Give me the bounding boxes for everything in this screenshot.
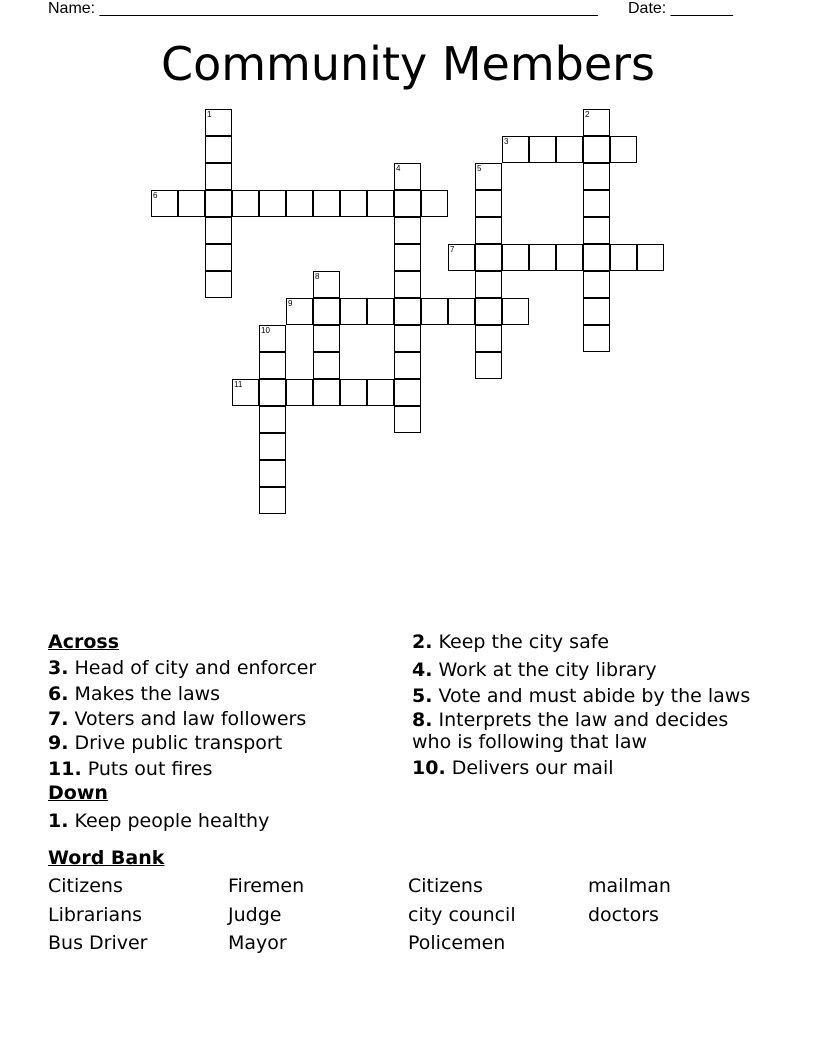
grid-cell[interactable]	[259, 352, 286, 379]
word-bank-item: Mayor	[228, 932, 287, 954]
grid-cell[interactable]	[583, 298, 610, 325]
grid-cell[interactable]	[340, 190, 367, 217]
grid-cell[interactable]	[475, 325, 502, 352]
grid-cell[interactable]	[610, 244, 637, 271]
date-field[interactable]: Date: _______	[628, 0, 733, 17]
clues-left	[48, 631, 388, 832]
grid-cell[interactable]	[394, 325, 421, 352]
grid-cell[interactable]	[583, 190, 610, 217]
cell-number-7: 7	[450, 245, 455, 254]
grid-cell[interactable]	[286, 190, 313, 217]
grid-cell[interactable]	[637, 244, 664, 271]
page-title: Community Members	[160, 37, 656, 91]
word-bank-item: Firemen	[228, 875, 305, 897]
grid-cell[interactable]	[583, 271, 610, 298]
grid-cell[interactable]	[421, 190, 448, 217]
grid-cell[interactable]	[583, 163, 610, 190]
grid-cell[interactable]	[475, 244, 502, 271]
grid-cell[interactable]	[286, 379, 313, 406]
cell-number-11: 11	[234, 380, 243, 389]
cell-number-8: 8	[315, 272, 320, 281]
word-bank-item: Citizens	[408, 875, 483, 897]
grid-cell[interactable]	[313, 190, 340, 217]
grid-cell[interactable]	[583, 325, 610, 352]
grid-cell[interactable]	[205, 271, 232, 298]
grid-cell[interactable]	[205, 136, 232, 163]
down-clue-2: 2. Keep the city safe	[412, 631, 610, 653]
grid-cell[interactable]	[475, 190, 502, 217]
grid-cell[interactable]	[340, 298, 367, 325]
cell-number-5: 5	[477, 164, 482, 173]
grid-cell[interactable]	[529, 244, 556, 271]
grid-cell[interactable]	[232, 190, 259, 217]
grid-cell[interactable]	[259, 433, 286, 460]
grid-cell[interactable]	[394, 244, 421, 271]
down-clue-8: 8. Interprets the law and decides who is following that law	[412, 709, 729, 753]
cell-number-1: 1	[207, 110, 212, 119]
grid-cell[interactable]	[556, 136, 583, 163]
grid-cell[interactable]	[475, 298, 502, 325]
cell-number-3: 3	[504, 137, 509, 146]
grid-cell[interactable]	[367, 298, 394, 325]
word-bank-item: mailman	[588, 875, 671, 897]
grid-cell[interactable]	[340, 379, 367, 406]
down-clue-5: 5. Vote and must abide by the laws	[412, 685, 751, 707]
across-clue-7: 7. Voters and law followers	[48, 708, 307, 730]
grid-cell[interactable]	[313, 298, 340, 325]
grid-cell[interactable]	[394, 352, 421, 379]
across-clue-9: 9. Drive public transport	[48, 732, 283, 754]
grid-cell[interactable]	[313, 379, 340, 406]
grid-cell[interactable]	[394, 190, 421, 217]
grid-cell[interactable]	[259, 190, 286, 217]
grid-cell[interactable]	[502, 244, 529, 271]
grid-cell[interactable]	[205, 244, 232, 271]
word-bank-item: Judge	[228, 904, 282, 926]
grid-cell[interactable]	[394, 298, 421, 325]
grid-cell[interactable]	[475, 352, 502, 379]
grid-cell[interactable]	[421, 298, 448, 325]
grid-cell[interactable]	[475, 217, 502, 244]
grid-cell[interactable]	[259, 406, 286, 433]
across-clue-6: 6. Makes the laws	[48, 683, 221, 705]
cell-number-6: 6	[153, 191, 158, 200]
down-heading: Down	[48, 782, 108, 804]
grid-cell[interactable]	[259, 379, 286, 406]
name-field[interactable]: Name: ________________________________________________________	[48, 0, 598, 17]
word-bank-item: Citizens	[48, 875, 123, 897]
grid-cell[interactable]	[448, 298, 475, 325]
grid-cell[interactable]	[529, 136, 556, 163]
grid-cell[interactable]	[556, 244, 583, 271]
grid-cell[interactable]	[475, 271, 502, 298]
cell-number-10: 10	[261, 326, 270, 335]
cell-number-4: 4	[396, 164, 401, 173]
grid-cell[interactable]	[367, 190, 394, 217]
word-bank-item: city council	[408, 904, 516, 926]
cell-number-9: 9	[288, 299, 293, 308]
word-bank-item: doctors	[588, 904, 659, 926]
grid-cell[interactable]	[394, 406, 421, 433]
grid-cell[interactable]	[205, 163, 232, 190]
grid-cell[interactable]	[313, 352, 340, 379]
clues-right	[412, 631, 772, 779]
grid-cell[interactable]	[394, 379, 421, 406]
grid-cell[interactable]	[367, 379, 394, 406]
across-heading: Across	[48, 631, 120, 653]
grid-cell[interactable]	[259, 487, 286, 514]
across-clue-3: 3. Head of city and enforcer	[48, 657, 317, 679]
grid-cell[interactable]	[394, 217, 421, 244]
word-bank-item: Librarians	[48, 904, 143, 926]
grid-cell[interactable]	[502, 298, 529, 325]
cell-number-2: 2	[585, 110, 590, 119]
grid-cell[interactable]	[610, 136, 637, 163]
grid-cell[interactable]	[394, 271, 421, 298]
grid-cell[interactable]	[313, 325, 340, 352]
grid-cell[interactable]	[583, 244, 610, 271]
word-bank-heading: Word Bank	[48, 847, 165, 869]
across-clue-11: 11. Puts out fires	[48, 758, 213, 780]
grid-cell[interactable]	[205, 217, 232, 244]
word-bank-item: Policemen	[408, 932, 506, 954]
grid-cell[interactable]	[178, 190, 205, 217]
grid-cell[interactable]	[205, 190, 232, 217]
grid-cell[interactable]	[583, 217, 610, 244]
down-clue-1: 1. Keep people healthy	[48, 810, 270, 832]
grid-cell[interactable]	[583, 136, 610, 163]
grid-cell[interactable]	[259, 460, 286, 487]
down-clue-10: 10. Delivers our mail	[412, 757, 614, 779]
word-bank-item: Bus Driver	[48, 932, 148, 954]
down-clue-4: 4. Work at the city library	[412, 659, 657, 681]
